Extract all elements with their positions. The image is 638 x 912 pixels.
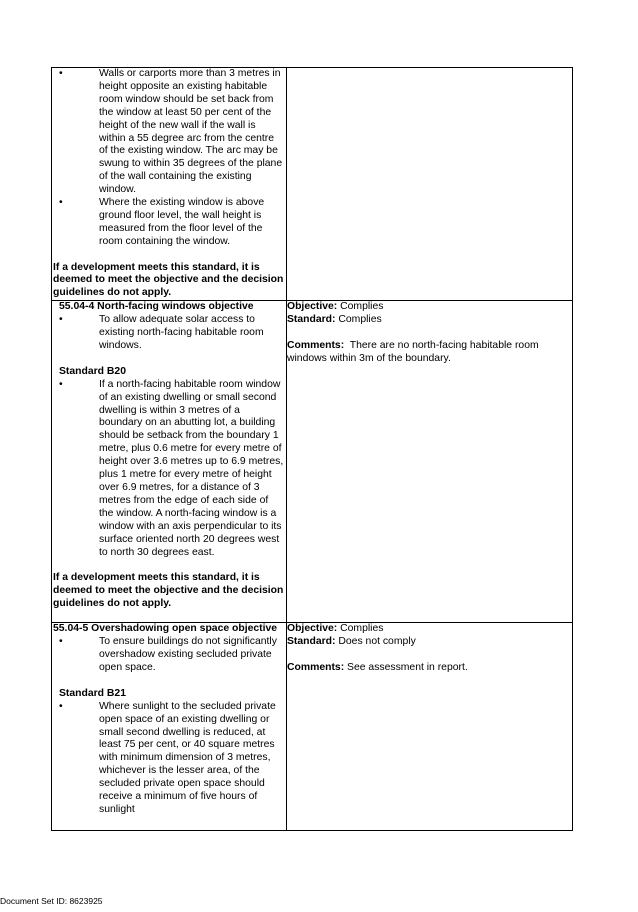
bullet-icon: • xyxy=(59,700,63,712)
comments xyxy=(287,340,572,366)
bullet-list xyxy=(52,68,286,249)
standard-value: Does not comply xyxy=(338,636,416,648)
objective-heading: 55.04-5 Overshadowing open space objective xyxy=(53,623,278,635)
bullet-list xyxy=(52,379,286,560)
bullet-list xyxy=(52,636,286,675)
bullet-icon: • xyxy=(59,378,63,390)
comments-value: See assessment in report. xyxy=(347,662,468,673)
table-row xyxy=(52,68,573,301)
list-item xyxy=(52,636,286,675)
document-set-id: Document Set ID: 8623925 xyxy=(0,896,103,906)
objective-heading: 55.04-4 North-facing windows objective xyxy=(59,301,254,313)
comments-label: Comments: xyxy=(287,340,345,351)
bullet-icon: • xyxy=(59,314,63,326)
standard-label: Standard: xyxy=(287,636,336,648)
bullet-text: To ensure buildings do not significantly overshadow existing secluded private open space. xyxy=(99,636,277,674)
objective-label: Objective: xyxy=(287,623,338,635)
bullet-text: Where the existing window is above ground floor level, the wall height is measured from the floor level of the room containing the window. xyxy=(99,197,265,247)
list-item xyxy=(52,701,286,817)
compliance-note: If a development meets this standard, it is deemed to meet the objective and the decision guidelines do not apply. xyxy=(53,572,284,610)
bullet-text: To allow adequate solar access to existing north-facing habitable room windows. xyxy=(99,314,264,352)
assessment-cell xyxy=(287,68,573,301)
list-item xyxy=(52,379,286,560)
bullet-icon: • xyxy=(59,197,63,209)
standard-cell xyxy=(52,301,287,623)
assessment-cell xyxy=(287,623,573,831)
comments-label: Comments: xyxy=(287,662,345,673)
standard-result xyxy=(287,314,572,327)
bullet-text: Walls or carports more than 3 metres in height opposite an existing habitable room window should be set back from the window at least 50 per cent of the height of the new wall if the wall is within a 55 degree arc from the centre of the existing window. The arc may be swung to within 35 degrees of the plane of the wall containing the existing window. xyxy=(99,68,283,196)
standard-value: Complies xyxy=(338,314,382,326)
objective-label: Objective: xyxy=(287,301,338,313)
objective-value: Complies xyxy=(340,301,384,313)
bullet-icon: • xyxy=(59,636,63,648)
bullet-list xyxy=(52,701,286,817)
table-row xyxy=(52,623,573,831)
assessment-cell xyxy=(287,301,573,623)
objective-result xyxy=(287,301,572,314)
standard-heading: Standard B21 xyxy=(59,687,126,699)
comments-value: There are no north-facing habitable room windows within 3m of the boundary. xyxy=(287,340,539,364)
list-item xyxy=(52,197,286,249)
standard-cell xyxy=(52,68,287,301)
standard-label: Standard: xyxy=(287,314,336,326)
assessment-table xyxy=(51,67,573,831)
comments xyxy=(287,662,572,675)
standard-result xyxy=(287,636,572,649)
compliance-note: If a development meets this standard, it is deemed to meet the objective and the decision guidelines do not apply. xyxy=(53,261,284,299)
objective-result xyxy=(287,623,572,636)
bullet-icon: • xyxy=(59,68,63,79)
standard-heading: Standard B20 xyxy=(59,365,126,377)
bullet-text: If a north-facing habitable room window of an existing dwelling or small second dwelling is within 3 metres of a boundary on an abutting lot, a building should be setback from the boundary 1 metre, plus 0.6 metre for every metre of height over 3.6 metres up to 6.9 metres, plus 1 metre for every metre of height over 6.9 metres, for a distance of 3 metres from the edge of each side of the window. A north-facing window is a window with an axis perpendicular to its surface oriented north 20 degrees west to north 30 degrees east. xyxy=(99,378,284,558)
list-item xyxy=(52,68,286,197)
bullet-text: Where sunlight to the secluded private open space of an existing dwelling or small second dwelling is reduced, at least 75 per cent, or 40 square metres with minimum dimension of 3 metres, whichever is the lesser area, of the secluded private open space should receive a minimum of five hours of sunlight xyxy=(99,700,276,815)
table-row xyxy=(52,301,573,623)
objective-value: Complies xyxy=(340,623,384,635)
standard-cell xyxy=(52,623,287,831)
bullet-list xyxy=(52,314,286,353)
list-item xyxy=(52,314,286,353)
